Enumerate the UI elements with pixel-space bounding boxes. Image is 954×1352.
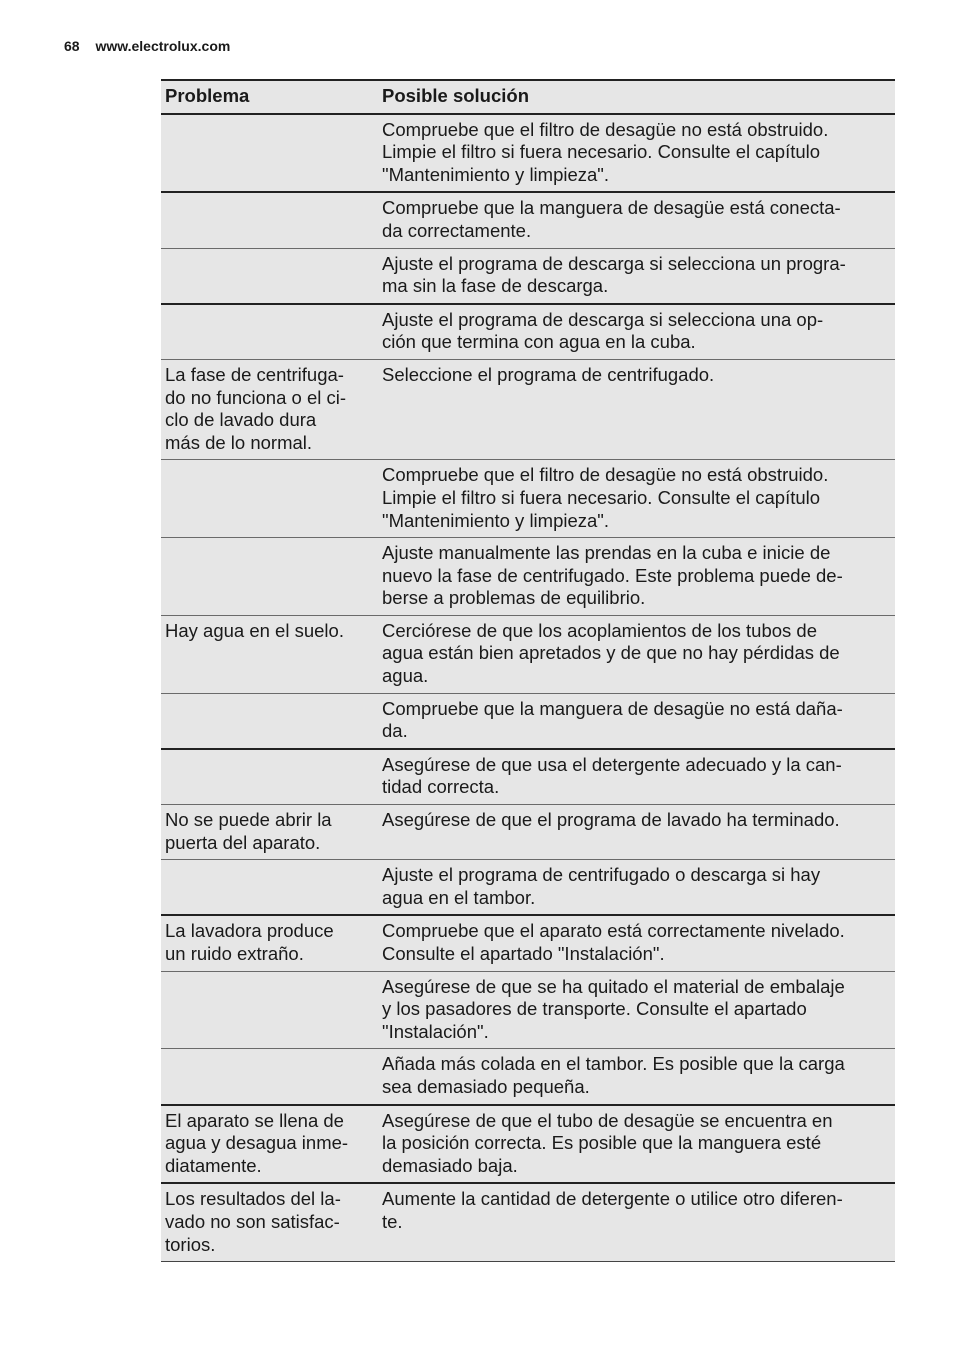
table-row xyxy=(161,693,895,749)
table-row xyxy=(161,915,895,971)
table-row xyxy=(161,460,895,538)
problem-cell: La fase de centrifuga- do no funciona o el ci- clo de lavado dura más de lo normal. xyxy=(161,359,378,459)
solution-cell: Aumente la cantidad de detergente o utilice otro diferen- te. xyxy=(378,1183,895,1261)
table-row xyxy=(161,1183,895,1261)
column-header-solution: Posible solución xyxy=(378,80,895,114)
problem-cell xyxy=(161,248,378,304)
problem-cell xyxy=(161,192,378,248)
page-header xyxy=(64,38,230,54)
solution-cell: Añada más colada en el tambor. Es posible que la carga sea demasiado pequeña. xyxy=(378,1049,895,1105)
table-header-row xyxy=(161,80,895,114)
solution-cell: Asegúrese de que el programa de lavado ha terminado. xyxy=(378,805,895,860)
table-row xyxy=(161,1105,895,1184)
solution-cell: Compruebe que el filtro de desagüe no está obstruido. Limpie el filtro si fuera necesario. Consulte el capítulo "Mantenimiento y limpieza". xyxy=(378,114,895,193)
problem-cell xyxy=(161,860,378,916)
solution-cell: Seleccione el programa de centrifugado. xyxy=(378,359,895,459)
table-row xyxy=(161,304,895,360)
solution-cell: Asegúrese de que usa el detergente adecuado y la can- tidad correcta. xyxy=(378,749,895,805)
problem-cell xyxy=(161,114,378,193)
problem-cell xyxy=(161,538,378,616)
problem-cell xyxy=(161,693,378,749)
problem-cell: El aparato se llena de agua y desagua inme- diatamente. xyxy=(161,1105,378,1184)
page-number: 68 xyxy=(64,38,80,54)
solution-cell: Cerciórese de que los acoplamientos de los tubos de agua están bien apretados y de que no hay pérdidas de agua. xyxy=(378,615,895,693)
website-url: www.electrolux.com xyxy=(95,38,231,54)
problem-cell xyxy=(161,749,378,805)
table-row xyxy=(161,860,895,916)
table-row xyxy=(161,971,895,1049)
table-row xyxy=(161,538,895,616)
problem-cell: No se puede abrir la puerta del aparato. xyxy=(161,805,378,860)
column-header-problem: Problema xyxy=(161,80,378,114)
solution-cell: Compruebe que la manguera de desagüe está conecta- da correctamente. xyxy=(378,192,895,248)
solution-cell: Asegúrese de que se ha quitado el material de embalaje y los pasadores de transporte. Consulte el apartado "Instalación". xyxy=(378,971,895,1049)
problem-cell xyxy=(161,304,378,360)
solution-cell: Ajuste el programa de centrifugado o descarga si hay agua en el tambor. xyxy=(378,860,895,916)
table-row xyxy=(161,615,895,693)
table-row xyxy=(161,805,895,860)
problem-cell: Los resultados del la- vado no son satisfac- torios. xyxy=(161,1183,378,1261)
problem-cell xyxy=(161,1049,378,1105)
solution-cell: Ajuste manualmente las prendas en la cuba e inicie de nuevo la fase de centrifugado. Este problema puede de- berse a problemas de equilibrio. xyxy=(378,538,895,616)
table-body xyxy=(161,114,895,1262)
solution-cell: Ajuste el programa de descarga si selecciona una op- ción que termina con agua en la cuba. xyxy=(378,304,895,360)
table-row xyxy=(161,1049,895,1105)
table-row xyxy=(161,192,895,248)
table-row xyxy=(161,359,895,459)
solution-cell: Asegúrese de que el tubo de desagüe se encuentra en la posición correcta. Es posible que la manguera esté demasiado baja. xyxy=(378,1105,895,1184)
solution-cell: Compruebe que el aparato está correctamente nivelado. Consulte el apartado "Instalación". xyxy=(378,915,895,971)
troubleshooting-table xyxy=(161,79,895,1262)
table-row xyxy=(161,248,895,304)
table-row xyxy=(161,114,895,193)
problem-cell xyxy=(161,971,378,1049)
solution-cell: Compruebe que la manguera de desagüe no está daña- da. xyxy=(378,693,895,749)
problem-cell: La lavadora produce un ruido extraño. xyxy=(161,915,378,971)
problem-cell: Hay agua en el suelo. xyxy=(161,615,378,693)
problem-cell xyxy=(161,460,378,538)
solution-cell: Ajuste el programa de descarga si selecciona un progra- ma sin la fase de descarga. xyxy=(378,248,895,304)
solution-cell: Compruebe que el filtro de desagüe no está obstruido. Limpie el filtro si fuera necesario. Consulte el capítulo "Mantenimiento y limpieza". xyxy=(378,460,895,538)
table-row xyxy=(161,749,895,805)
